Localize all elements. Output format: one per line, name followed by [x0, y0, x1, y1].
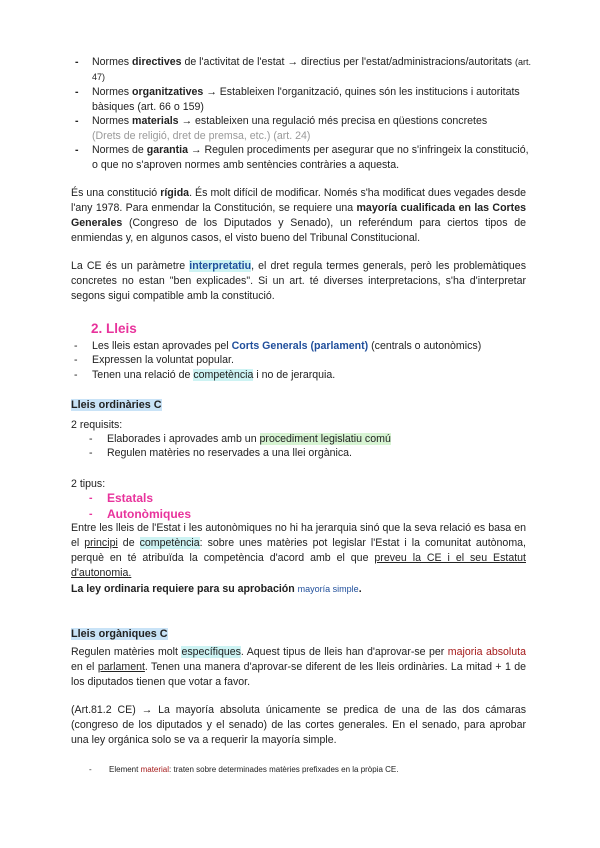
- paragraph-organiques: Regulen matèries molt específiques. Aquest tipus de lleis han d'aprovar-se per majoria absoluta en el parlament. Tenen una manera d'aprovar-se diferent de les lleis ordinàries. La mitad + 1 de los diputados tienen que votar a favor.: [71, 646, 527, 688]
- list-dash: -: [89, 492, 93, 504]
- list-dash: -: [89, 765, 92, 774]
- list-dash: -: [75, 56, 79, 68]
- paragraph-interpretatiu: La CE és un paràmetre interpretatiu, el dret regula termes generals, però les problemàtiques concretes no estan "ben explicades". Si un art. té diverses interpretacions, s'ha d'interpretar segons sigui compatible amb la constitució.: [71, 260, 526, 302]
- list-item-text: Normes organitzatives → Estableixen l'organització, quines són les institucions i autoritats bàsiques (art. 66 o 159): [92, 86, 520, 113]
- list-item-text: Element material: traten sobre determinades matèries prefixades en la pròpia CE.: [109, 765, 399, 774]
- tipus-intro: 2 tipus:: [71, 478, 106, 490]
- list-dash: -: [74, 340, 78, 352]
- list-dash: -: [75, 144, 79, 156]
- list-item-text: Tenen una relació de competència i no de jerarquia.: [92, 369, 336, 381]
- list-dash: -: [89, 433, 93, 445]
- list-dash: -: [89, 447, 93, 459]
- list-item-text: Regulen matèries no reservades a una llei orgànica.: [107, 447, 352, 459]
- tipus-estatals: Estatals: [107, 491, 154, 505]
- paragraph-rigida: És una constitució rígida. És molt difícil de modificar. Només s'ha modificat dues vegades desde l'any 1978. Para enmendar la Constitución, se requiere una mayoría cualificada en las Cortes Generales (Congreso de los Diputados y Senado), un referéndum para ciertos tipos de enmiendas y, en algunos casos, el visto bueno del Tribunal Constitucional.: [71, 187, 527, 244]
- section-heading-ordinaries: Lleis ordinàries C: [71, 399, 162, 411]
- list-dash: -: [75, 115, 79, 127]
- list-item-text: Normes materials → estableixen una regulació més precisa en qüestions concretes (Drets de religió, dret de premsa, etc.) (art. 24): [92, 115, 488, 142]
- article-note: (art. 47): [92, 57, 531, 82]
- tipus-autonomiques: Autonòmiques: [107, 507, 191, 521]
- list-dash: -: [89, 508, 93, 520]
- requisits-intro: 2 requisits:: [71, 419, 123, 431]
- paragraph-ley-ordinaria: La ley ordinaria requiere para su aprobación mayoría simple.: [71, 583, 362, 595]
- section-heading-organiques: Lleis orgàniques C: [71, 628, 168, 640]
- list-item-text: Normes de garantia → Regulen procediments per asegurar que no s'infringeix la constitució, o que no s'aproven normes amb sentències contràries a aquesta.: [92, 144, 529, 171]
- section-heading-lleis: 2. Lleis: [91, 321, 137, 336]
- list-dash: -: [74, 369, 78, 381]
- list-item-text: Normes directives de l'activitat de l'estat → directius per l'estat/administracions/autoritats (art. 47): [92, 56, 531, 82]
- paragraph-art-81: (Art.81.2 CE) → La mayoría absoluta únicamente se predica de una de las dos cámaras (congreso de los diputados y el senado) de las cortes generales. En el senado, para aprobar una ley orgánica solo se va a requerir la mayoría simple.: [71, 704, 526, 746]
- list-dash: -: [74, 354, 78, 366]
- paragraph-relacio: Entre les lleis de l'Estat i les autonòmiques no hi ha jerarquia sinó que la seva relació es basa en el principi de competència: sobre unes matèries pot legislar l'Estat i la comunitat autònoma, perquè en té atribuïda la competència d'acord amb el que preveu la CE i el seu Estatut d'autonomia.: [71, 522, 526, 579]
- list-item-text: Les lleis estan aprovades pel Corts Generals (parlament) (centrals o autonòmics): [92, 340, 482, 352]
- article-note: (Drets de religió, dret de premsa, etc.) (art. 24): [92, 130, 311, 142]
- list-dash: -: [75, 86, 79, 98]
- list-item-text: Elaborades i aprovades amb un procediment legislatiu comú: [107, 433, 391, 445]
- list-item-text: Expressen la voluntat popular.: [92, 354, 234, 366]
